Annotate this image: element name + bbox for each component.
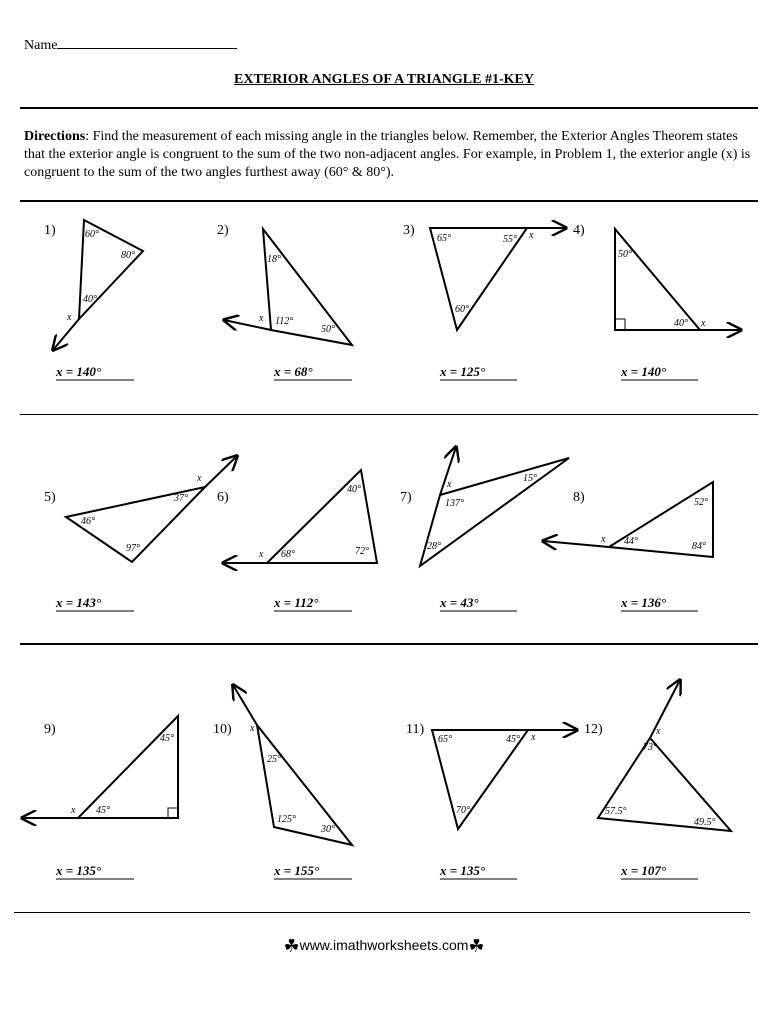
worksheet-title: EXTERIOR ANGLES OF A TRIANGLE #1-KEY [234,72,534,87]
answer-text: x = 107° [621,863,667,878]
problem-number: 9) [44,722,56,737]
angle-label: 44° [624,536,638,547]
shamrock-icon: ☘ [468,936,485,956]
problem-number: 3) [403,223,415,238]
answer-text: x = 155° [274,863,320,878]
angle-label: 112° [275,316,294,327]
angle-label: 50° [618,249,632,260]
directions-text: : Find the measurement of each missing angle in the triangles below. Remember, the Exterior Angles Theorem states that the exterior angle is congruent to the sum of the two non-adjacent angles. For example, in Problem 1, the exterior angle (x) is congruent to the sum of the two angles furthest away (60° & 80°). [24,129,751,180]
angle-label: 55° [503,234,517,245]
angle-label: 52° [694,497,708,508]
problem-number: 8) [573,490,585,505]
angle-label: 40° [83,294,97,305]
angle-label: 125° [277,814,296,825]
triangle-4 [615,229,700,330]
answer-text: x = 43° [440,595,479,610]
problem-number: 7) [400,490,412,505]
triangle-7 [420,458,569,566]
shamrock-icon: ☘ [283,936,300,956]
x-label: x [656,726,661,737]
x-label: x [71,805,76,816]
extension-ray-2 [224,320,271,330]
angle-label: 97° [126,543,140,554]
angle-label: 60° [85,229,99,240]
answer-text: x = 143° [56,595,102,610]
angle-label: 68° [281,549,295,560]
angle-label: 72° [355,546,369,557]
angle-label: 28° [427,541,441,552]
triangle-2 [263,229,352,345]
problem-number: 11) [406,722,425,737]
x-label: x [197,473,202,484]
footer-website-link[interactable]: www.imathworksheets.com [299,937,469,954]
x-label: x [259,313,264,324]
angle-label: 84° [692,541,706,552]
angle-label: 137° [445,498,464,509]
x-label: x [447,479,452,490]
angle-label: 65° [437,233,451,244]
angle-label: 65° [438,734,452,745]
angle-label: 25° [267,754,281,765]
angle-label: 73° [643,742,657,753]
x-label: x [531,732,536,743]
x-label: x [529,230,534,241]
angle-label: 30° [321,824,335,835]
angle-label: 46° [81,516,95,527]
extension-ray-5 [205,456,237,487]
angle-label: 40° [674,318,688,329]
angle-label: 15° [523,473,537,484]
angle-label: 80° [121,250,135,261]
answer-text: x = 125° [440,364,486,379]
angle-label: 18° [267,254,281,265]
triangle-9 [78,716,178,818]
angle-label: 57.5° [605,806,627,817]
answer-text: x = 135° [440,863,486,878]
answer-text: x = 140° [621,364,667,379]
angle-label: 45° [506,734,520,745]
angle-label: 40° [347,484,361,495]
directions-heading: Directions [24,129,86,144]
extension-ray-1 [53,319,79,350]
answer-text: x = 140° [56,364,102,379]
extension-ray-10 [233,685,257,725]
extension-ray-8 [543,541,609,547]
answer-text: x = 112° [274,595,319,610]
angle-label: 45° [96,805,110,816]
x-label: x [67,312,72,323]
x-label: x [701,318,706,329]
triangle-10 [257,725,352,845]
angle-label: 70° [456,805,470,816]
x-label: x [250,723,255,734]
angle-label: 37° [174,493,188,504]
angle-label: 45° [160,733,174,744]
problem-number: 2) [217,223,229,238]
angle-label: 49.5° [694,817,716,828]
angle-label: 60° [455,304,469,315]
footer [0,936,768,957]
problem-number: 1) [44,223,56,238]
problem-number: 5) [44,490,56,505]
x-label: x [601,534,606,545]
problem-number: 10) [213,722,232,737]
extension-ray-12 [650,680,680,738]
answer-text: x = 136° [621,595,667,610]
problem-number: 6) [217,490,229,505]
name-label: Name [24,38,58,53]
problem-number: 4) [573,223,585,238]
answer-text: x = 68° [274,364,313,379]
problem-number: 12) [584,722,603,737]
answer-text: x = 135° [56,863,102,878]
angle-label: 50° [321,324,335,335]
x-label: x [259,549,264,560]
